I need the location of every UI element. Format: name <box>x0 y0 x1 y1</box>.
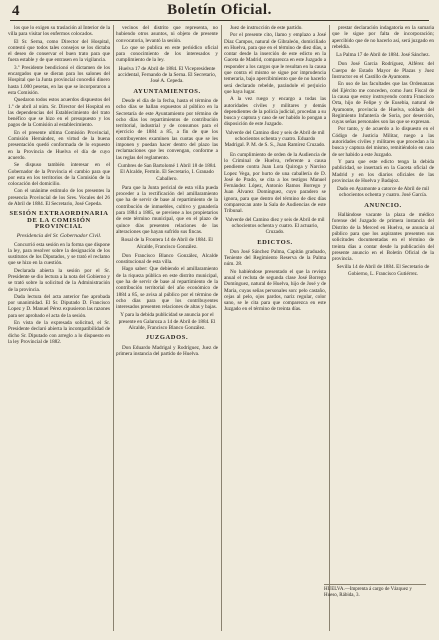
paragraph: No habiéndose presentado el que la revista anual el recluta de segunda clase José Borrego Domínguez, natural de Huelva, hijo de José y de María, cuyas señas personales son: pelo castaño, cejas al pelo, ojos pardos, nariz regular, color sano, se le cita para que comparezca en este Juzgado en el término de treinta días. <box>224 268 326 313</box>
signature: Valverde del Camino diez y seis de Abril de mil ochocientos ochenta y cuatro. Eduardo Madrigal. P. M. de S. S., Juan Ramírez Cruzado. <box>224 129 326 149</box>
paragraph: En uso de las facultades que las Ordenanzas del Ejército me conceden, como Juez Fiscal de la causa que estoy instruyendo contra Francisco Orta, hijo de Felipe y de Eusebia, natural de Ayamonte, provincia de Huelva, soldado del Regimiento Infantería de Soria, por deserción, cuyas señas personales son las que se expresan. <box>332 81 434 126</box>
header-rule <box>10 20 429 21</box>
page-header <box>0 0 439 22</box>
paragraph: Dada lectura del acta anterior fue aprobada por unanimidad. El Sr. Diputado D. Francisco Lopez y D. Manuel Pérez expusieron las razones para ser aprobado el acta de la sesión. <box>8 293 110 319</box>
signature: Huelva 17 de Abril de 1884. El Vicepresidente accidental, Fernando de la Serna. El Secretario, José A. Cepeda. <box>117 65 217 85</box>
paragraph: Por tanto, y de acuerdo a lo dispuesto en el Código de Justicia Militar, ruego a las autoridades civiles y militares que procedan a la busca y captura del mismo, remitiéndolo en caso de ser habido a este Juzgado. <box>332 126 434 158</box>
column-3 <box>224 25 326 635</box>
paragraph: prestar declaración indagatoria en la sumaria que le sigue por falta de incorporación; apercibido que de no hacerlo así, será juzgado en rebeldía. <box>332 25 434 50</box>
section-subheading: Presidencia del Sr. Gobernador Civil. <box>16 233 102 240</box>
section-heading: SESIÓN EXTRAORDINARIA DE LA COMISIÓN PROVINCIAL <box>9 210 109 230</box>
paragraph: En cumplimiento de orden de la Audiencia de lo Criminal de Huelva, referente a causa pendiente contra Juan Lora Quiroga y Narciso Lopez Vega, por hurto de una caballería de D. José de Prado, se cita a los testigos Manuel Fernández López, Antonio Ramos Borrego y Juan Álvarez Domínguez, cuyo paradero se ignora, para que dentro del término de diez días comparezcan ante la Sala de Audiencias de este Tribunal. <box>224 151 326 215</box>
paragraph: Desde el día de la fecha, hasta el término de ocho días se hallan expuestos al público en la Secretaría de este Ayuntamiento por término de ocho días los repartimientos de contribución territorial, industrial y de consumos para el ejercicio de 1884 a 85, a fin de que los contribuyentes examinen las cuotas que se les imponen y puedan hacer dentro del plazo las reclamaciones que les convengan, conforme a las reglas del reglamento. <box>116 97 218 161</box>
signature: Sevilla 14 de Abril de 1884. El Secretario de Gobierno, L. Francisco Gutiérrez. <box>336 264 430 277</box>
signature: Valverde del Camino diez y seis de Abril de mil ochocientos ochenta y cuatro. El actuario, Cruzado. <box>225 216 325 236</box>
paragraph: Concurrió esta sesión en la forma que dispone la ley, para resolver sobre la designación de los sustitutos de los Diputados, y se trató el reclamo que se hizo en la cuestión. <box>8 241 110 267</box>
paragraph: Juez de instrucción de este partido. <box>230 25 303 31</box>
paragraph: Hallándose vacante la plaza de médico forense del Juzgado de primera instancia del Distrito de la Merced en Huelva, se anuncia al público para que los aspirantes presenten sus solicitudes documentadas en el término de treinta días a contar desde la publicación del presente anuncio en el Boletín Oficial de la provincia. <box>332 212 434 263</box>
signature: Cumbres de San Bartolomé 1 Abril 18 de 1884. El Alcalde, Fermín. El Secretario, I. Granado Caballero. <box>117 162 217 182</box>
paragraph: Declarada abierta la sesión por el Sr. Presidente se dio lectura a la nota del Gobierno y se trató sobre la solicitud de la Administración de la provincia. <box>8 267 110 293</box>
paragraph: Con el unánime estimulo de los presentes la presencia Provincial de los Sres. Vocales del 26 de Abril de 1884. El Secretario, José Cepeda. <box>8 188 110 208</box>
paragraph: Quedaron todos estos acuerdos dispuestos del 1.º de abril al núm. Sr. Director del Hospital en las dependencias del Establecimiento del trato benéfico que se hizo en el presupuesto y los pagos de la Comisión al establecimiento. <box>8 97 110 129</box>
paragraph: Don José Garcia Rodríguez, Alférez del Cuerpo de Estado Mayor de Plazas y Juez Instructor en el Castillo de Ayamonte. <box>332 61 434 81</box>
masthead-title: Boletín Oficial. <box>167 2 272 18</box>
paragraph: Hago saber: Que debiendo el amillaramiento de la riqueza pública en este distrito municipal, que ha de servir de base al repartimiento de la contribución territorial del año económico de 1884 a 85, se avisa al público por el término de ocho días para que los contribuyentes interesados presenten relaciones de altas y bajas. <box>116 266 218 311</box>
paragraph: vecinos del distrito que representa, no hubiendo otros asuntos, ni objeto de presente convocatoria, levantó la sesión. <box>116 25 218 44</box>
column-divider <box>113 25 114 631</box>
paragraph: A la vez ruego y encargo a todas las autoridades civiles y militares y demás dependientes de la policía judicial, procedan a su busca y captura y caso de ser habido lo pongan a disposición de este Juzgado. <box>224 96 326 128</box>
printer-imprint: HUELVA.—Imprenta á cargo de Vázquez y Hueso, Rábida, 3. <box>324 584 426 599</box>
signature: Y para la debida publicidad se anuncia por el presente en Galaroza a 14 de Abril de 1884. El Alcalde, Francisco Blanco González. <box>118 312 216 332</box>
section-heading: AYUNTAMIENTOS. <box>133 87 201 95</box>
page-number: 4 <box>12 3 20 19</box>
signature: La Palma 17 de Abril de 1884. José Sánchez. <box>336 52 430 59</box>
paragraph: 3.º Presidente bendicionó el dictamen de los encargados que se dieran para los salones del Hospital que la Junta provincial concedió dinero hasta 1.000 pesetas, en las que se incorporaron a esta Comisión. <box>8 64 110 96</box>
signature: Rosal de la Frontera 14 de Abril de 1884. El Alcalde, Francisco González. <box>121 237 213 250</box>
column-1 <box>8 25 110 635</box>
paragraph: El Sr. Serna, como Director del Hospital, contestó que todos tales consejos se los dictaba el deseo de conservar el buen trato para que fuera estable y de que entrasen en la vigilancia. <box>8 38 110 64</box>
paragraph: Para que la Junta pericial de esta villa pueda proceder a la rectificación del amillaramiento que ha de servir de base al repartimiento de la contribución de inmuebles, cultivo y ganadería para 1884 a 1885, se previene a los propietarios de este término municipal, que en el plazo de quince días presenten relaciones de las alteraciones que hayan sufrido sus fincas. <box>116 184 218 235</box>
paragraph: los que lo exigen su traslación al Interior de la villa para visitar los enfermos colocados. <box>8 25 110 38</box>
section-heading: JUZGADOS. <box>145 334 189 342</box>
column-4 <box>332 25 434 635</box>
column-divider <box>329 25 330 631</box>
paragraph: Y para que este edicto tenga la debida publicidad, se insertará en la Gaceta oficial de Madrid y en los diarios oficiales de las provincias de Huelva y Badajoz. <box>332 158 434 184</box>
paragraph: En el presente ultima Comisión Provincial, Comisión Hernández, en virtud de la buena presentación quedó conformada de lo expuesto en la Provincia de Huelva el día de cuyo acuerdo. <box>8 129 110 161</box>
paragraph: Don José Sánchez Palma, Capitán graduado, Teniente del Regimiento Reserva de la Palma núm. 28. <box>224 248 326 268</box>
paragraph: Don Francisco Blanco González, Alcalde constitucional de esta villa. <box>116 252 218 266</box>
signature: Dado en Ayamonte a catorce de Abril de mil ochocientos ochenta y cuatro. José García. <box>337 186 429 199</box>
column-divider <box>221 25 222 631</box>
paragraph: Por el presente cito, llamo y emplazo a José Díaz Campos, natural de Gibraleón, domiciliado en Huelva, para que en el término de diez días, a contar desde la inserción de este edicto en la Gaceta de Madrid, comparezca en este Juzgado a responder a los cargos que le resultan en la causa que contra el mismo se sigue por imprudencia temeraria, bajo apercibimiento que de no hacerlo será declarado rebelde, parándole el perjuicio que haya lugar. <box>224 32 326 95</box>
section-heading: ANUNCIO. <box>364 201 402 209</box>
columns-container <box>8 25 432 635</box>
paragraph: En vista de la expresada solicitud, el Sr. Presidente declaró abierta la incompatibilidad de dicho Sr. Diputado con arreglo a lo dispuesto en la ley Provincial de 1882. <box>8 320 110 345</box>
column-2 <box>116 25 218 635</box>
paragraph: Lo que se publica en este periódico oficial para conocimiento de los interesados y cumplimiento de la ley. <box>116 44 218 64</box>
paragraph: Don Eduardo Madrigal y Rodríguez, Juez de primera instancia del partido de Huelva. <box>116 344 218 357</box>
paragraph: Se dispuso también interesar en el Gobernador de la Provincia el cambio para que por esta en los territorios de la Comisión de la colocación del domicilio. <box>8 162 110 188</box>
section-heading: EDICTOS. <box>257 238 293 246</box>
